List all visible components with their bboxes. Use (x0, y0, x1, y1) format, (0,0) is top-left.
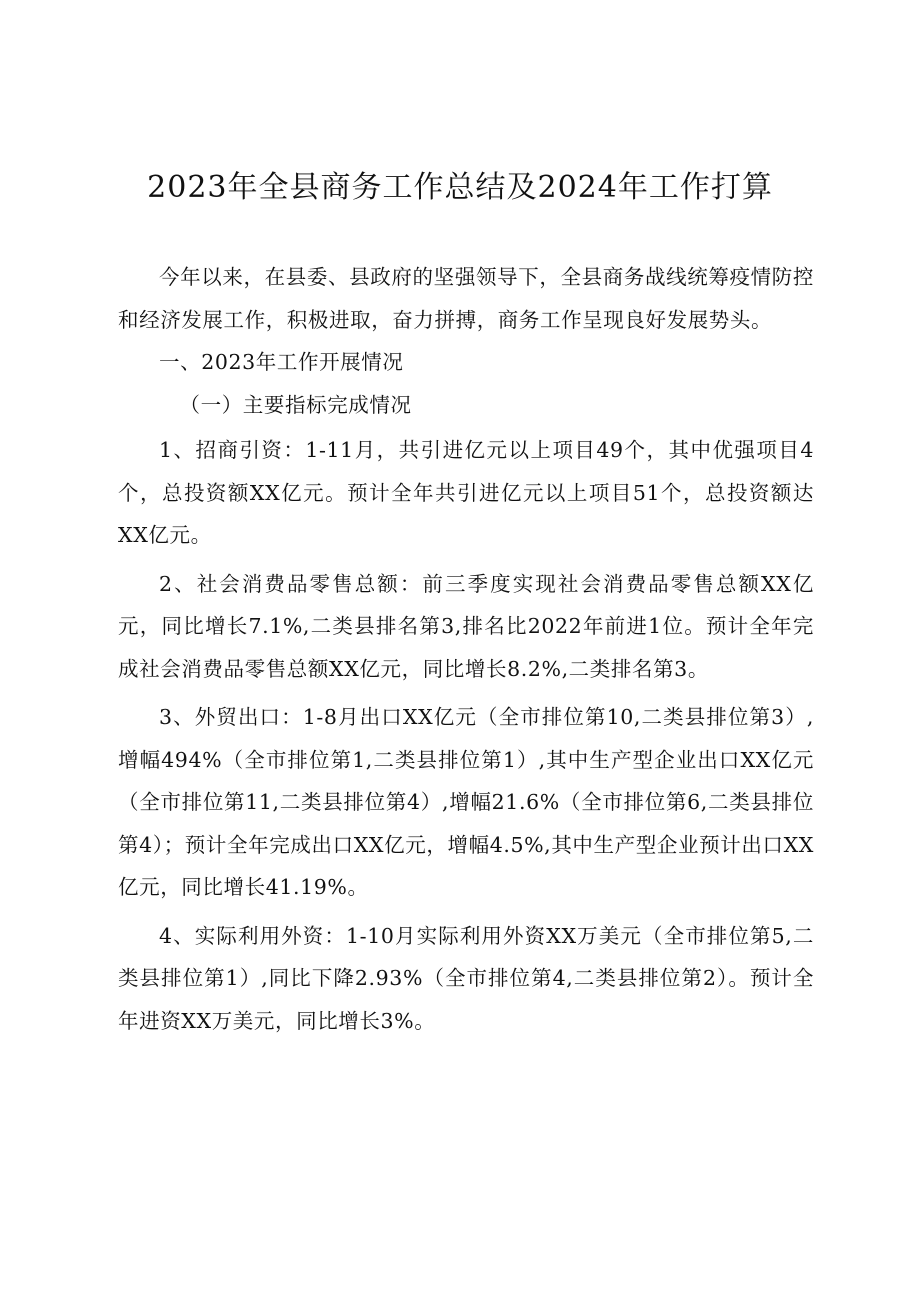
subsection-heading: （一）主要指标完成情况 (179, 392, 412, 417)
intro-paragraph: 今年以来，在县委、县政府的坚强领导下，全县商务战线统筹疫情防控和经济发展工作，积极进取，奋力拼搏，商务工作呈现良好发展势头。 (118, 265, 814, 332)
section-heading: 一、2023年工作开展情况 (159, 350, 404, 374)
document-body (118, 256, 814, 1042)
item-paragraph: 1、招商引资：1-11月，共引进亿元以上项目49个，其中优强项目4个，总投资额XX亿元。预计全年共引进亿元以上项目51个，总投资额达XX亿元。 (118, 438, 814, 547)
item-paragraph: 2、社会消费品零售总额：前三季度实现社会消费品零售总额XX亿元，同比增长7.1%,二类县排名第3,排名比2022年前进1位。预计全年完成社会消费品零售总额XX亿元，同比增长8.2%,二类排名第3。 (118, 571, 814, 681)
document-title: 2023年全县商务工作总结及2024年工作打算 (147, 170, 773, 205)
item-paragraph: 3、外贸出口：1-8月出口XX亿元（全市排位第10,二类县排位第3）,增幅494%（全市排位第1,二类县排位第1）,其中生产型企业出口XX亿元（全市排位第11,二类县排位第4）,增幅21.6%（全市排位第6,二类县排位第4）；预计全年完成出口XX亿元，增幅4.5%,其中生产型企业预计出口XX亿元，同比增长41.19%。 (118, 705, 814, 899)
item-paragraph: 4、实际利用外资：1-10月实际利用外资XX万美元（全市排位第5,二类县排位第1）,同比下降2.93%（全市排位第4,二类县排位第2）。预计全年进资XX万美元，同比增长3%。 (118, 923, 814, 1033)
